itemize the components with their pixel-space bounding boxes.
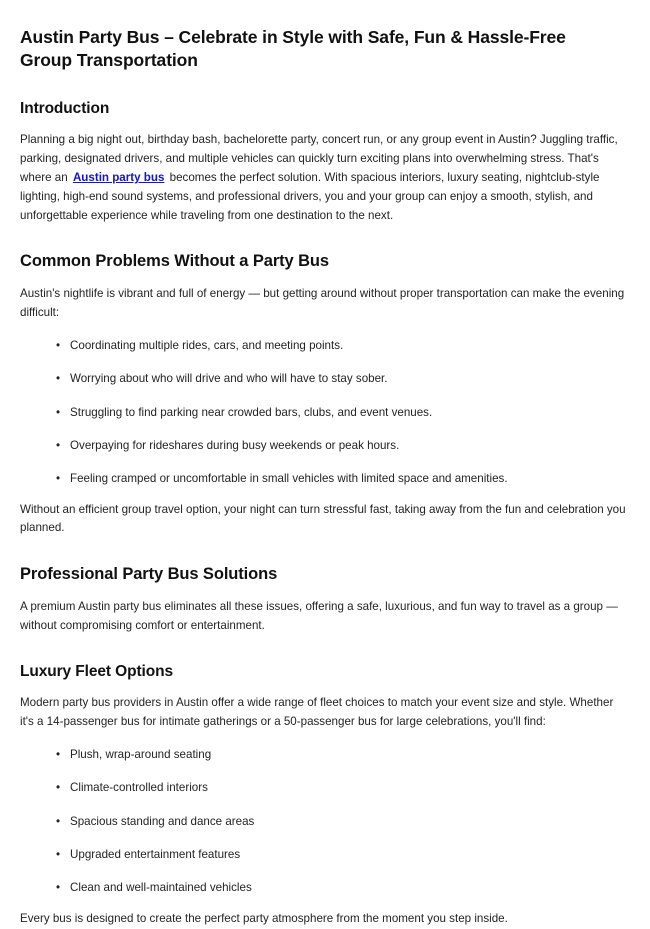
bullet-icon: • [56, 372, 61, 386]
list-item-label: Coordinating multiple rides, cars, and meeting points. [70, 338, 344, 352]
common-problems-closing-paragraph: Without an efficient group travel option, your night can turn stressful fast, taking away from the fun and celebration you planned. [20, 502, 626, 535]
list-item-label: Spacious standing and dance areas [70, 814, 255, 828]
bullet-icon: • [56, 881, 61, 895]
luxury-fleet-list [20, 746, 630, 897]
introduction-text-after-link: becomes the perfect solution. With spacious interiors, luxury seating, nightclub-style lighting, high-end sound systems, and professional drivers, you and your group can enjoy a smooth, stylish, and unforgettable experience while traveling from one destination to the next. [20, 171, 600, 222]
bullet-icon: • [56, 814, 61, 828]
luxury-fleet-intro-paragraph: Modern party bus providers in Austin offer a wide range of fleet choices to match your event size and style. Whether it's a 14-passenger bus for intimate gatherings or a 50-passenger bus for large celebrations, you'll find: [20, 696, 614, 728]
list-item-label: Struggling to find parking near crowded bars, clubs, and event venues. [70, 405, 433, 419]
list-item [20, 470, 630, 487]
list-item-label: Feeling cramped or uncomfortable in small vehicles with limited space and amenities. [70, 472, 508, 486]
list-item [20, 813, 630, 830]
list-item-label: Climate-controlled interiors [70, 781, 208, 795]
bullet-icon: • [56, 781, 61, 795]
section-heading-introduction: Introduction [20, 99, 110, 117]
list-item-label: Overpaying for rideshares during busy weekends or peak hours. [70, 438, 400, 452]
bullet-icon: • [56, 405, 61, 419]
professional-solutions-paragraph: A premium Austin party bus eliminates all these issues, offering a safe, luxurious, and fun way to travel as a group — without compromising comfort or entertainment. [20, 600, 618, 632]
list-item [20, 779, 630, 796]
list-item [20, 370, 630, 387]
bullet-icon: • [56, 847, 61, 861]
section-heading-common-problems: Common Problems Without a Party Bus [20, 252, 329, 271]
introduction-paragraph [20, 131, 630, 225]
section-heading-luxury-fleet: Luxury Fleet Options [20, 662, 174, 680]
section-heading-professional-solutions: Professional Party Bus Solutions [20, 565, 278, 584]
page-title: Austin Party Bus – Celebrate in Style with Safe, Fun & Hassle-Free Group Transportation [20, 27, 566, 71]
bullet-icon: • [56, 747, 61, 761]
introduction-text-before-link: Planning a big night out, birthday bash, bachelorette party, concert run, or any group event in Austin? Juggling traffic, parking, designated drivers, and multiple vehicles can quickly turn exciting plans into overwhelming stress. That's where an [20, 133, 618, 185]
list-item-label: Clean and well-maintained vehicles [70, 881, 252, 895]
list-item-label: Upgraded entertainment features [70, 847, 241, 861]
luxury-fleet-closing-paragraph: Every bus is designed to create the perfect party atmosphere from the moment you step inside. [20, 911, 508, 925]
bullet-icon: • [56, 472, 61, 486]
bullet-icon: • [56, 438, 61, 452]
list-item-label: Plush, wrap-around seating [70, 747, 212, 761]
list-item [20, 404, 630, 421]
list-item [20, 746, 630, 763]
austin-party-bus-link[interactable]: Austin party bus [72, 171, 165, 185]
list-item [20, 846, 630, 863]
common-problems-intro-paragraph: Austin's nightlife is vibrant and full of energy — but getting around without proper transportation can make the evening difficult: [20, 287, 625, 319]
list-item [20, 437, 630, 454]
common-problems-list [20, 337, 630, 488]
list-item [20, 337, 630, 354]
list-item [20, 879, 630, 896]
bullet-icon: • [56, 338, 61, 352]
list-item-label: Worrying about who will drive and who will have to stay sober. [70, 372, 388, 386]
